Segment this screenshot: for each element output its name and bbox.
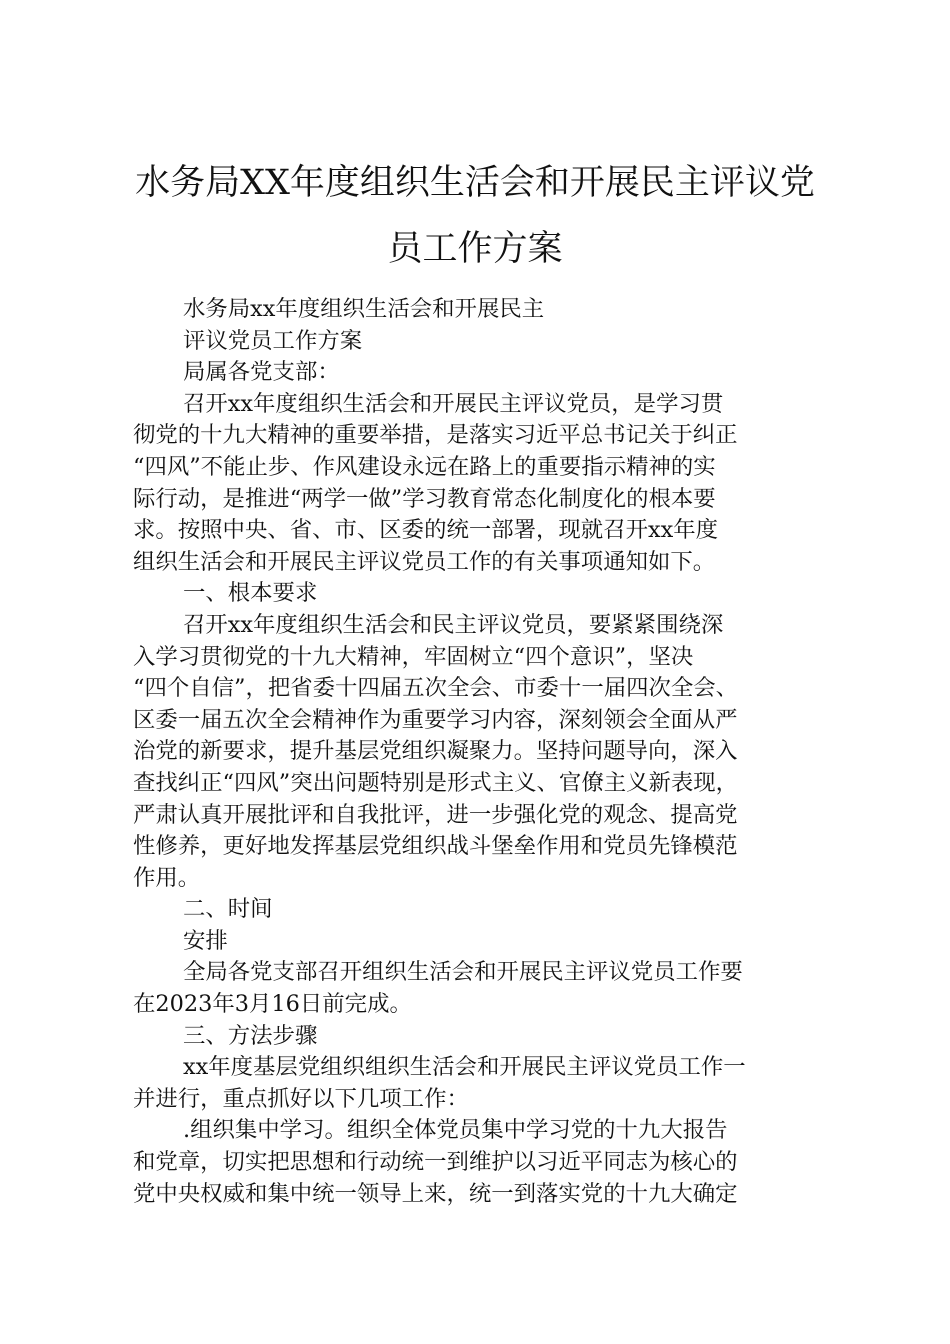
paragraph-line: 求。按照中央、省、市、区委的统一部署，现就召开xx年度: [133, 517, 719, 544]
document-body: [133, 294, 838, 1210]
document-title: [100, 150, 850, 282]
paragraph-line: 党中央权威和集中统一领导上来，统一到落实党的十九大确定: [133, 1180, 738, 1207]
paragraph-line: 二、时间: [183, 896, 273, 923]
paragraph-line: 和党章，切实把思想和行动统一到维护以习近平同志为核心的: [133, 1149, 738, 1176]
paragraph-line: “四风”不能止步、作风建设永远在路上的重要指示精神的实: [133, 453, 716, 480]
title-line-1: 水务局XX年度组织生活会和开展民主评议党: [135, 163, 815, 203]
paragraph-line: 查找纠正“四风”突出问题特别是形式主义、官僚主义新表现，: [133, 769, 739, 796]
paragraph-line: 入学习贯彻党的十九大精神，牢固树立“四个意识”，坚决: [133, 643, 694, 670]
paragraph-line: .组织集中学习。组织全体党员集中学习党的十九大报告: [183, 1117, 728, 1144]
paragraph-line: 并进行，重点抓好以下几项工作：: [133, 1085, 469, 1112]
paragraph-line: 严肃认真开展批评和自我批评，进一步强化党的观念、提高党: [133, 801, 738, 828]
paragraph-line: 评议党员工作方案: [183, 327, 363, 354]
paragraph-line: xx年度基层党组织组织生活会和开展民主评议党员工作一: [183, 1054, 746, 1081]
paragraph-line: 全局各党支部召开组织生活会和开展民主评议党员工作要: [183, 959, 743, 986]
paragraph-line: 一、根本要求: [183, 580, 318, 607]
paragraph-line: 召开xx年度组织生活会和开展民主评议党员，是学习贯: [183, 390, 724, 417]
title-line-2: 员工作方案: [387, 229, 563, 269]
paragraph-line: 彻党的十九大精神的重要举措，是落实习近平总书记关于纠正: [133, 422, 738, 449]
paragraph-line: 在2023年3月16日前完成。: [133, 991, 412, 1018]
paragraph-line: 区委一届五次全会精神作为重要学习内容，深刻领会全面从严: [133, 706, 738, 733]
paragraph-line: 际行动，是推进“两学一做”学习教育常态化制度化的根本要: [133, 485, 716, 512]
paragraph-line: 组织生活会和开展民主评议党员工作的有关事项通知如下。: [133, 548, 716, 575]
paragraph-line: 安排: [183, 927, 228, 954]
paragraph-line: 局属各党支部：: [183, 359, 340, 386]
paragraph-line: 召开xx年度组织生活会和民主评议党员，要紧紧围绕深: [183, 611, 724, 638]
paragraph-line: 三、方法步骤: [183, 1022, 318, 1049]
paragraph-line: 治党的新要求，提升基层党组织凝聚力。坚持问题导向，深入: [133, 738, 738, 765]
paragraph-line: 水务局xx年度组织生活会和开展民主: [183, 296, 545, 322]
paragraph-line: 性修养，更好地发挥基层党组织战斗堡垒作用和党员先锋模范: [133, 833, 738, 860]
paragraph-line: 作用。: [133, 864, 201, 891]
paragraph-line: “四个自信”，把省委十四届五次全会、市委十一届四次全会、: [133, 675, 739, 702]
